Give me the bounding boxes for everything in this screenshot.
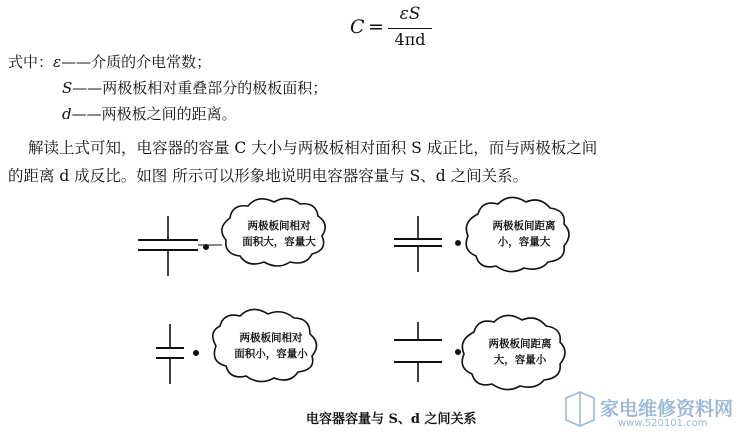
legend-prefix: 式中：: [8, 53, 54, 71]
legend-dash: ——: [61, 53, 92, 71]
bubble-text-4: [478, 336, 562, 368]
formula-lhs: C: [350, 16, 365, 38]
legend-symbol: S: [62, 79, 73, 97]
formula-equals: =: [368, 16, 384, 38]
formula-denominator: 4πd: [394, 30, 426, 49]
legend-symbol: d: [62, 105, 72, 123]
bubble-text-3: [226, 330, 316, 362]
watermark-title: 家电维修资料网: [600, 398, 734, 420]
bubble-text-1: [234, 218, 324, 250]
paragraph-line-1: 解读上式可知，电容器的容量 C 大小与两极板相对面积 S 成正比，而与两极板之间: [28, 139, 598, 157]
bubble-line: 小，容量大: [497, 236, 551, 248]
capacitor-small-area: [156, 324, 198, 384]
legend-symbol: ε: [53, 53, 62, 71]
figure-caption: 电容器容量与 S、d 之间关系: [306, 412, 477, 427]
paragraph-line-2: 的距离 d 成反比。如图 所示可以形象地说明电容器容量与 S、d 之间关系。: [8, 167, 529, 185]
formula-numerator: εS: [399, 4, 421, 24]
capacitor-large-distance: [394, 322, 460, 382]
legend-dash: ——: [72, 79, 103, 97]
legend-text: 两极板相对重叠部分的极板面积；: [102, 79, 328, 97]
bubble-text-2: [482, 218, 566, 250]
bubble-line: 两极板间距离: [492, 220, 556, 232]
capacitor-large-area: [138, 216, 222, 276]
bubble-line: 面积大，容量大: [242, 236, 316, 248]
bubble-line: 大，容量小: [493, 354, 547, 366]
legend-text: 两极板之间的距离。: [101, 105, 237, 123]
bubble-line: 面积小，容量小: [234, 348, 308, 360]
watermark-url: www.520101.com: [618, 418, 708, 429]
legend-dash: ——: [71, 105, 102, 123]
watermark-logo-icon: [566, 392, 594, 426]
bubble-line: 两极板间距离: [488, 338, 552, 350]
capacitor-small-distance: [394, 216, 460, 272]
bubble-line: 两极板间相对: [239, 332, 303, 344]
legend-text: 介质的介电常数；: [91, 53, 212, 71]
bubble-line: 两极板间相对: [247, 220, 311, 232]
